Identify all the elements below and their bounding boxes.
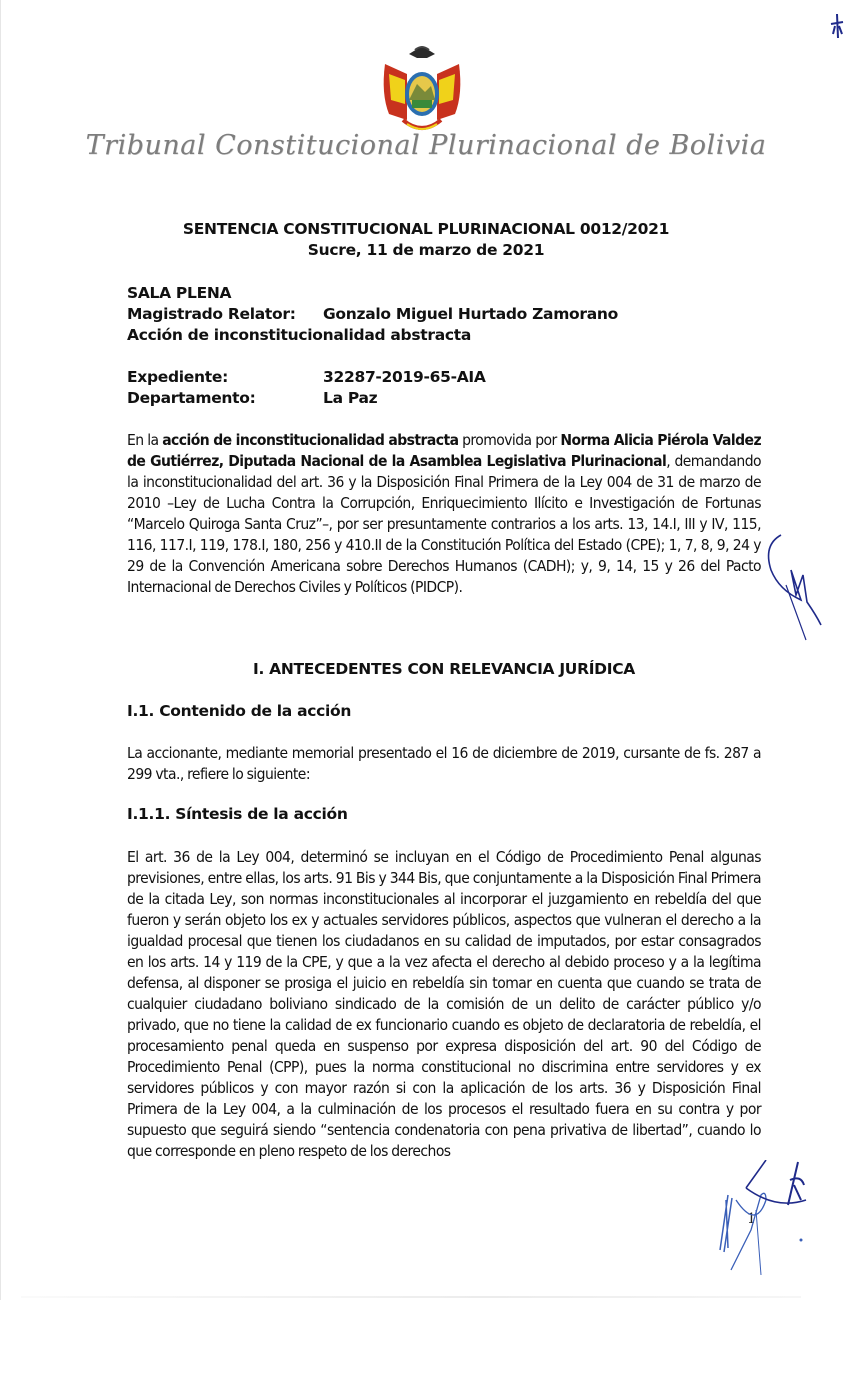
intro-paragraph (127, 430, 761, 598)
subsection-heading-1-1-1: I.1.1. Síntesis de la acción (127, 805, 348, 823)
margin-signature-icon (761, 530, 831, 645)
intro-bold-petitioner: Norma Alicia Piérola Valdez de Gutiérrez, Diputada Nacional de la Asamblea Legislativa Plurinacional (127, 431, 762, 470)
subsection-1-1-1-paragraph: El art. 36 de la Ley 004, determinó se incluyan en el Código de Procedimiento Penal algunas previsiones, entre ellas, los arts. 91 Bis y 344 Bis, que conjuntamente a la Disposición Final Primera de la citada Ley, son normas inconstitucionales al incorporar el juzgamiento en rebeldía del que fueron y serán objeto los ex y actuales servidores públicos, aspectos que vulneran el derecho a la igualdad procesal que tienen los ciudadanos en su calidad de imputados, por estar consagrados en los arts. 14 y 119 de la CPE, y que a la vez afecta el derecho al debido proceso y a la legítima defensa, al disponer se prosiga el juicio en rebeldía sin tomar en cuenta que cuando se trata de cualquier ciudadano boliviano sindicado de la comisión de un delito de carácter público y/o privado, que no tiene la calidad de ex funcionario cuando es objeto de declaratoria de rebeldía, el procesamiento penal queda en suspenso por expresa disposición del art. 90 del Código de Procedimiento Penal (CPP), pues la norma constitucional no discrimina entre servidores y ex servidores públicos y con mayor razón si con la aplicación de los arts. 36 y Disposición Final Primera de la Ley 004, a la culminación de los procesos el resultado fuera en su contra y por supuesto que seguirá siendo “sentencia condenatoria con pena privativa de libertad”, cuando lo que corresponde en pleno respeto de los derechos (127, 848, 761, 1160)
page-bottom-edge (21, 1296, 801, 1298)
relator-label: Magistrado Relator: (127, 305, 296, 323)
intro-bold-action: acción de inconstitucionalidad abstracta (162, 431, 459, 449)
expediente-label: Expediente: (127, 368, 228, 386)
document-title-block (1, 219, 850, 261)
action-type: Acción de inconstitucionalidad abstracta (127, 326, 472, 344)
departamento-value: La Paz (323, 389, 378, 407)
document-title: SENTENCIA CONSTITUCIONAL PLURINACIONAL 0012/2021 (182, 220, 670, 238)
relator-row (127, 304, 618, 325)
subsection-heading-1-1: I.1. Contenido de la acción (127, 702, 352, 720)
section-heading: I. ANTECEDENTES CON RELEVANCIA JURÍDICA (252, 660, 635, 678)
departamento-row (127, 388, 486, 409)
relator-value: Gonzalo Miguel Hurtado Zamorano (323, 305, 618, 323)
sala: SALA PLENA (127, 284, 232, 302)
corner-initial-mark-icon (827, 12, 847, 42)
footer-signatures-icon (706, 1160, 826, 1280)
intro-text-2: promovida por (458, 431, 561, 449)
departamento-label: Departamento: (127, 389, 256, 407)
place-date: Sucre, 11 de marzo de 2021 (307, 241, 545, 259)
intro-text-1: En la (127, 431, 163, 449)
subsection-1-1-paragraph: La accionante, mediante memorial presentado el 16 de diciembre de 2019, cursante de fs. 287 a 299 vta., refiere lo siguiente: (127, 744, 761, 783)
intro-text-3: , demandando la inconstitucionalidad del art. 36 y la Disposición Final Primera de la Ley 004 de 31 de marzo de 2010 –Ley de Lucha Contra la Corrupción, Enriquecimiento Ilícito e Investigación de Fortunas “Marcelo Quiroga Santa Cruz”–, por ser presuntamente contrarios a los arts. 13, 14.I, III y IV, 115, 116, 117.I, 119, 178.I, 180, 256 y 410.II de la Constitución Política del Estado (CPE); 1, 7, 8, 9, 24 y 29 de la Convención Americana sobre Derechos Humanos (CADH); y, 9, 14, 15 y 26 del Pacto Internacional de Derechos Civiles y Políticos (PIDCP). (127, 452, 761, 596)
expediente-value: 32287-2019-65-AIA (323, 368, 486, 386)
expediente-row (127, 367, 486, 388)
case-meta (127, 283, 618, 346)
page-number: 1 (747, 1211, 756, 1227)
case-file-meta (127, 367, 486, 409)
institution-letterhead: Tribunal Constitucional Plurinacional de Bolivia (85, 130, 767, 161)
bolivia-coat-of-arms-icon (379, 44, 465, 136)
